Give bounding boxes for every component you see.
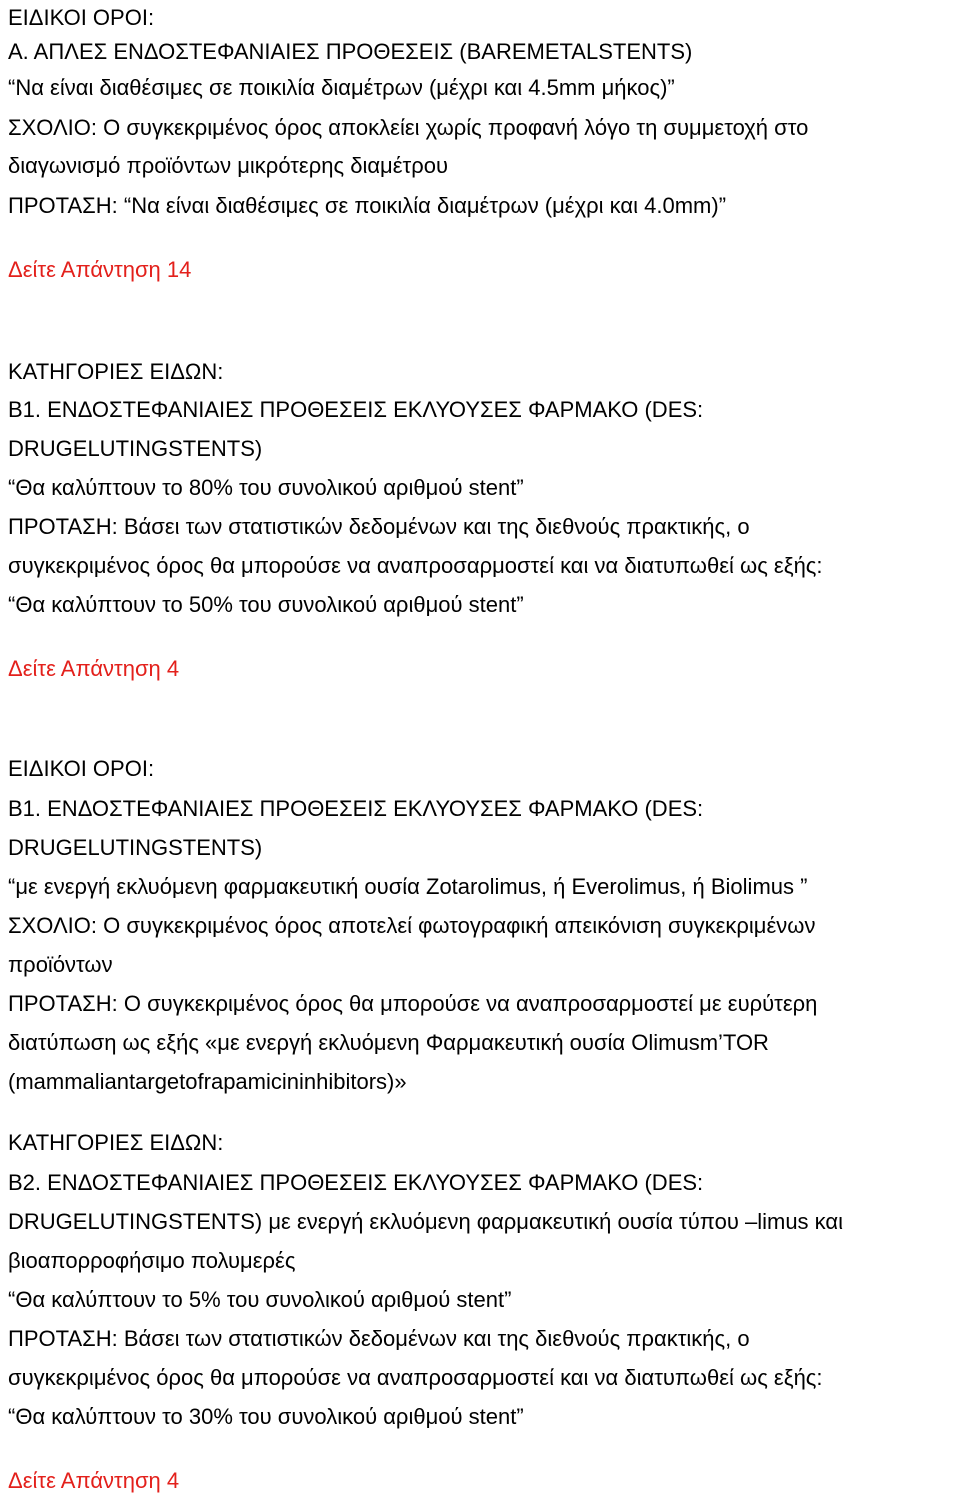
term-quote: “Να είναι διαθέσιμες σε ποικιλία διαμέτρων (μέχρι και 4.5mm μήκος)” [8,75,675,100]
proposal-text: διατύπωση ως εξής «με ενεργή εκλυόμενη Φαρμακευτική ουσία Olimusm’TOR [8,1030,769,1055]
section-heading: ΚΑΤΗΓΟΡΙΕΣ ΕΙΔΩΝ: [8,359,224,384]
proposal-text: συγκεκριμένος όρος θα μπορούσε να αναπροσαρμοστεί και να διατυπωθεί ως εξής: [8,553,823,578]
category-title: Β2. ΕΝΔΟΣΤΕΦΑΝΙΑΙΕΣ ΠΡΟΘΕΣΕΙΣ ΕΚΛΥΟΥΣΕΣ ΦΑΡΜΑΚΟ (DES: [8,1170,704,1195]
section-heading: ΕΙΔΙΚΟΙ ΟΡΟΙ: [8,756,155,781]
term-quote: “Θα καλύπτουν το 80% του συνολικού αριθμού stent” [8,475,524,500]
answer-link[interactable]: Δείτε Απάντηση 4 [8,656,180,681]
answer-link[interactable]: Δείτε Απάντηση 4 [8,1468,180,1493]
category-title: DRUGELUTINGSTENTS) με ενεργή εκλυόμενη φαρμακευτική ουσία τύπου –limus και [8,1209,844,1234]
proposal-text: ΠΡΟΤΑΣΗ: Βάσει των στατιστικών δεδομένων και της διεθνούς πρακτικής, ο [8,514,750,539]
term-quote: “Θα καλύπτουν το 5% του συνολικού αριθμού stent” [8,1287,512,1312]
category-title: Β1. ΕΝΔΟΣΤΕΦΑΝΙΑΙΕΣ ΠΡΟΘΕΣΕΙΣ ΕΚΛΥΟΥΣΕΣ ΦΑΡΜΑΚΟ (DES: [8,397,704,422]
term-quote: “Θα καλύπτουν το 50% του συνολικού αριθμού stent” [8,592,524,617]
category-title: Β1. ΕΝΔΟΣΤΕΦΑΝΙΑΙΕΣ ΠΡΟΘΕΣΕΙΣ ΕΚΛΥΟΥΣΕΣ ΦΑΡΜΑΚΟ (DES: [8,796,704,821]
comment-text: ΣΧΟΛΙΟ: Ο συγκεκριμένος όρος αποκλείει χωρίς προφανή λόγο τη συμμετοχή στο [8,115,809,140]
category-title: DRUGELUTINGSTENTS) [8,835,263,860]
section-heading: ΕΙΔΙΚΟΙ ΟΡΟΙ: [8,5,155,30]
comment-text: προϊόντων [8,952,113,977]
term-quote: “Θα καλύπτουν το 30% του συνολικού αριθμού stent” [8,1404,524,1429]
comment-text: ΣΧΟΛΙΟ: Ο συγκεκριμένος όρος αποτελεί φωτογραφική απεικόνιση συγκεκριμένων [8,913,816,938]
term-quote: “με ενεργή εκλυόμενη φαρμακευτική ουσία Zotarolimus, ή Everolimus, ή Biolimus ” [8,874,808,899]
proposal-text: (mammaliantargetofrapamicininhibitors)» [8,1069,407,1094]
proposal-text: ΠΡΟΤΑΣΗ: Βάσει των στατιστικών δεδομένων και της διεθνούς πρακτικής, ο [8,1326,750,1351]
answer-link[interactable]: Δείτε Απάντηση 14 [8,257,192,282]
category-title: βιοαπορροφήσιμο πολυμερές [8,1248,296,1273]
proposal-text: ΠΡΟΤΑΣΗ: Ο συγκεκριμένος όρος θα μπορούσε να αναπροσαρμοστεί με ευρύτερη [8,991,818,1016]
category-title: Α. ΑΠΛΕΣ ΕΝΔΟΣΤΕΦΑΝΙΑΙΕΣ ΠΡΟΘΕΣΕΙΣ (BAREMETALSTENTS) [8,39,693,64]
proposal-text: συγκεκριμένος όρος θα μπορούσε να αναπροσαρμοστεί και να διατυπωθεί ως εξής: [8,1365,823,1390]
section-heading: ΚΑΤΗΓΟΡΙΕΣ ΕΙΔΩΝ: [8,1130,224,1155]
comment-text: διαγωνισμό προϊόντων μικρότερης διαμέτρου [8,153,449,178]
category-title: DRUGELUTINGSTENTS) [8,436,263,461]
proposal-text: ΠΡΟΤΑΣΗ: “Να είναι διαθέσιμες σε ποικιλία διαμέτρων (μέχρι και 4.0mm)” [8,193,727,218]
